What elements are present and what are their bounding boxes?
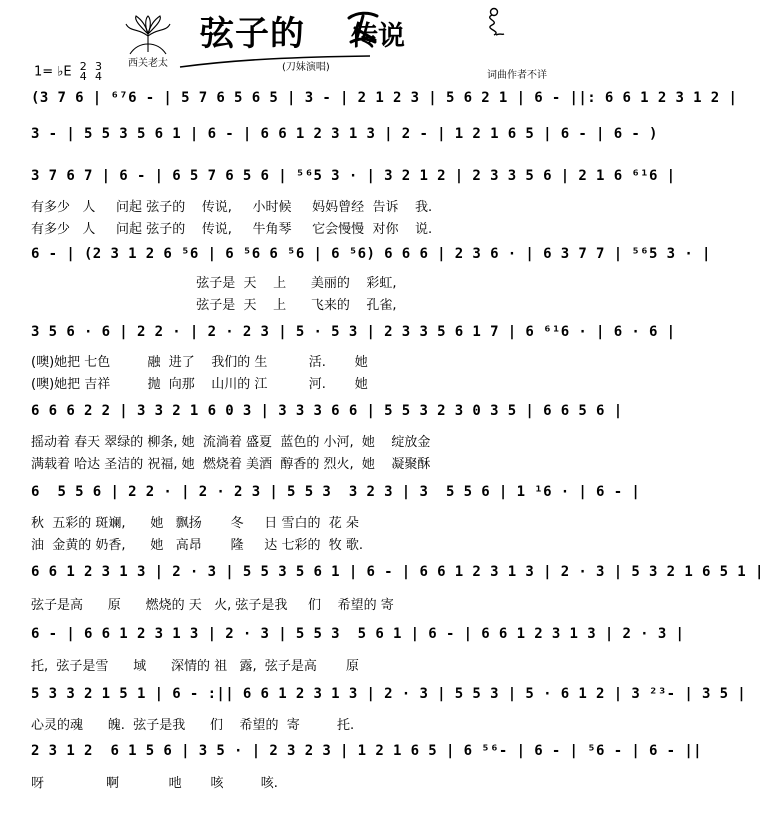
- notation-line-11: 2 3 1 2 6 1 5 6 | 3 5 · | 2 3 2 3 | 1 2 1 6 5 | 6 ⁵⁶- | 6 - | ⁵6 - | 6 - ||: [31, 743, 702, 759]
- title-main: 弦子的: [200, 14, 305, 54]
- lyric-line-3b: 有多少 人 问起 弦子的 传说, 牛角琴 它会慢慢 对你 说.: [31, 222, 433, 237]
- lyric-line-6b: 满载着 哈达 圣洁的 祝福, 她 燃烧着 美酒 醇香的 烈火, 她 凝聚酥: [31, 457, 431, 472]
- meter-3-4: 3 4: [94, 60, 102, 83]
- notation-line-5: 3 5 6 · 6 | 2 2 · | 2 · 2 3 | 5 · 5 3 | 2 3 3 5 6 1 7 | 6 ⁶¹6 · | 6 · 6 |: [31, 324, 676, 340]
- lyric-line-7a: 秋 五彩的 斑斓, 她 飘扬 冬 日 雪白的 花 朵: [31, 516, 359, 531]
- lyric-line-6a: 摇动着 春天 翠绿的 柳条, 她 流淌着 盛夏 蓝色的 小河, 她 绽放金: [31, 435, 431, 450]
- notation-line-6: 6 6 6 2 2 | 3 3 2 1 6 0 3 | 3 3 3 6 6 | 5 5 3 2 3 0 3 5 | 6 6 5 6 |: [31, 403, 623, 419]
- lyric-line-7b: 油 金黄的 奶香, 她 高昂 隆 达 七彩的 牧 歌.: [31, 538, 363, 553]
- title-underline: [180, 55, 370, 69]
- singer-credit: (刀妹演唱): [282, 62, 330, 73]
- lyric-line-3a: 有多少 人 问起 弦子的 传说, 小时候 妈妈曾经 告诉 我.: [31, 200, 433, 215]
- snake-illustration-icon: [480, 7, 506, 37]
- system-gap: [31, 115, 579, 116]
- title-tail: 传说: [351, 21, 405, 52]
- notation-line-7: 6 5 5 6 | 2 2 · | 2 · 2 3 | 5 5 3 3 2 3 | 3 5 5 6 | 1 ¹6 · | 6 - |: [31, 484, 641, 500]
- notation-line-8: 6 6 1 2 3 1 3 | 2 · 3 | 5 5 3 5 6 1 | 6 - | 6 6 1 2 3 1 3 | 2 · 3 | 5 3 2 1 6 5 1 |: [31, 564, 764, 580]
- notation-line-4: 6 - | (2 3 1 2 6 ⁵6 | 6 ⁵6 6 ⁵6 | 6 ⁵6) 6 6 6 | 2 3 6 · | 6 3 7 7 | ⁵⁶5 3 · |: [31, 246, 711, 262]
- key-label: 1= ♭E: [34, 64, 72, 80]
- lyric-line-4a: 弦子是 天 上 美丽的 彩虹,: [31, 276, 397, 291]
- calligraphy-brush-icon: [345, 8, 381, 46]
- lyric-line-11a: 呀 啊 吔 咳 咳.: [31, 776, 278, 791]
- notation-line-2: 3 - | 5 5 3 5 6 1 | 6 - | 6 6 1 2 3 1 3 | 2 - | 1 2 1 6 5 | 6 - | 6 - ): [31, 126, 658, 142]
- notation-line-3: 3 7 6 7 | 6 - | 6 5 7 6 5 6 | ⁵⁶5 3 · | 3 2 1 2 | 2 3 3 5 6 | 2 1 6 ⁶¹6 |: [31, 168, 676, 184]
- lyric-line-8a: 弦子是高 原 燃烧的 天 火, 弦子是我 们 希望的 寄: [31, 598, 394, 613]
- lyric-line-5a: (噢)她把 七色 融 进了 我们的 生 活. 她: [31, 355, 368, 370]
- notation-line-9: 6 - | 6 6 1 2 3 1 3 | 2 · 3 | 5 5 3 5 6 1 | 6 - | 6 6 1 2 3 1 3 | 2 · 3 |: [31, 626, 685, 642]
- key-signature: [34, 62, 102, 82]
- flower-illustration-icon: [122, 14, 174, 56]
- lyric-line-5b: (噢)她把 吉祥 抛 向那 山川的 江 河. 她: [31, 377, 368, 392]
- lyric-line-9a: 托, 弦子是雪 域 深情的 祖 露, 弦子是高 原: [31, 659, 359, 674]
- meter-2-4: 2 4: [79, 60, 87, 83]
- notation-line-1: (3 7 6 | ⁶⁷6 - | 5 7 6 5 6 5 | 3 - | 2 1 2 3 | 5 6 2 1 | 6 - ||: 6 6 1 2 3 1 2 |: [31, 90, 738, 106]
- lyric-line-4b: 弦子是 天 上 飞来的 孔雀,: [31, 298, 397, 313]
- author-tag: 西关老太: [128, 58, 168, 69]
- lyric-line-10a: 心灵的魂 魄. 弦子是我 们 希望的 寄 托.: [31, 718, 355, 733]
- notation-line-10: 5 3 3 2 1 5 1 | 6 - :|| 6 6 1 2 3 1 3 | 2 · 3 | 5 5 3 | 5 · 6 1 2 | 3 ²³- | 3 5 |: [31, 686, 747, 702]
- lyricist-credit: 词曲作者不详: [487, 70, 547, 81]
